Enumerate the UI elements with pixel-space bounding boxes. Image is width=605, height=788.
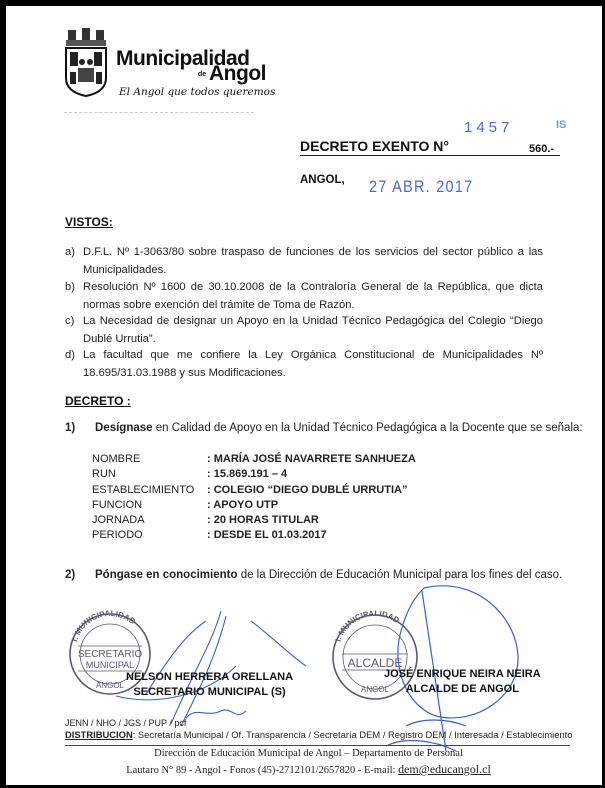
date-stamp: 27 ABR. 2017 (369, 177, 474, 196)
secretary-title: SECRETARIO MUNICIPAL (S) (133, 686, 286, 698)
decree-title: DECRETO EXENTO N° (300, 138, 449, 154)
field-key: JORNADA (92, 514, 145, 527)
svg-text:I. MUNICIPALIDAD (70, 609, 137, 643)
seal-bottom-text: ANGOL (360, 685, 390, 694)
item-text: La Necesidad de designar un Apoyo en la Unidad Técnico Pedagógica del Colegio “Diego Dublé Urrutia”. (83, 315, 543, 345)
field-row (92, 452, 416, 467)
place-label: ANGOL, (300, 174, 345, 186)
field-row (92, 483, 416, 498)
seal-top-text: I. MUNICIPALIDAD (333, 608, 401, 643)
stamp-mark: IS (556, 119, 567, 131)
point-number: 1) (65, 422, 76, 434)
initials: JENN / NHO / JGS / PUP / pcf (65, 718, 187, 728)
svg-text:I. MUNICIPALIDAD (334, 609, 401, 643)
field-key: RUN (92, 468, 116, 481)
decree-number: 560.- (529, 143, 555, 155)
field-value: : 15.869.191 – 4 (207, 468, 288, 481)
field-key: FUNCION (92, 498, 143, 511)
document-page (6, 6, 602, 785)
field-key: NOMBRE (92, 453, 141, 465)
item-text: Resolución Nº 1600 de 30.10.2008 de la Contraloría General de la República, que dicta normas sobre exención del trámite de Toma de Razón. (83, 281, 543, 311)
item-text: La facultad que me confiere la Ley Orgánica Constitucional de Municipalidades Nº 18.695/31.03.1988 y sus Modificaciones. (83, 349, 543, 379)
seal-line2: MUNICIPAL (85, 660, 135, 670)
field-value: : COLEGIO “DIEGO DUBLÉ URRUTIA” (207, 483, 408, 496)
decree-point-2 (65, 569, 562, 581)
decree-underline (300, 155, 560, 156)
mayor-signature-block (384, 667, 541, 697)
field-key: PERIODO (92, 529, 143, 542)
seal-top-text: I. MUNICIPALIDAD (70, 608, 138, 643)
point-bold: Desígnase (95, 422, 153, 434)
secretary-signature-icon (116, 611, 306, 726)
footer-address: Lautaro N° 89 - Angol - Fonos (45)-2712101/2657820 - E-mail: (126, 765, 399, 776)
logo-city: Angol (209, 62, 266, 85)
distribution-text: : Secretaría Municipal / Of. Transparencia / Secretaría DEM / Registro DEM / Interesada / Establecimiento (132, 729, 573, 740)
field-row (92, 498, 416, 513)
vistos-item (65, 279, 543, 314)
designation-fields (92, 452, 416, 544)
decree-point-1 (65, 422, 583, 434)
footer-department: Dirección de Educación Municipal de Angol – Departamento de Personal (154, 748, 463, 759)
municipal-crest-icon (64, 28, 108, 98)
mayor-title: ALCALDE DE ANGOL (405, 683, 519, 695)
point-bold: Póngase en conocimiento (95, 569, 238, 581)
logo-motto: El Angol que todos queremos (119, 86, 276, 98)
field-value: : DESDE EL 01.03.2017 (207, 529, 327, 542)
header-divider (64, 112, 254, 113)
distribution (65, 729, 572, 740)
item-text: D.F.L. Nº 1-3063/80 sobre traspaso de funciones de los servicios del sector público a las Municipalidades. (83, 246, 543, 276)
field-value: : APOYO UTP (207, 498, 279, 511)
field-value: : MARÍA JOSÉ NAVARRETE SANHUEZA (207, 453, 416, 465)
vistos-item (65, 313, 543, 348)
field-value: : 20 HORAS TITULAR (207, 514, 319, 527)
item-label: b) (65, 281, 75, 293)
footer-divider (65, 745, 570, 746)
footer-contact (6, 762, 602, 777)
vistos-item (65, 244, 543, 279)
item-label: a) (65, 246, 75, 258)
distribution-label: DISTRIBUCION (65, 729, 133, 740)
secretary-name: NELSON HERRERA ORELLANA (126, 671, 294, 683)
vistos-heading: VISTOS: (65, 215, 113, 229)
footer-email-link[interactable]: dem@educangol.cl (398, 762, 491, 776)
item-label: d) (65, 349, 75, 361)
point-number: 2) (65, 569, 76, 581)
point-text: en Calidad de Apoyo en la Unidad Técnico Pedagógica a la Docente que se señala: (152, 422, 583, 434)
vistos-item (65, 347, 543, 382)
seal-line1: ALCALDE (347, 656, 403, 670)
point-text: de la Dirección de Educación Municipal para los fines del caso. (237, 569, 563, 581)
decreto-heading: DECRETO : (65, 394, 131, 408)
stamp-number: 1457 (464, 119, 514, 136)
secretary-signature-block (126, 670, 293, 700)
logo-title: Municipalidad (116, 47, 250, 70)
field-row (92, 513, 416, 528)
logo-de: de (198, 71, 207, 78)
seal-line1: SECRETARIO (77, 649, 143, 660)
item-label: c) (65, 315, 75, 327)
field-row (92, 467, 416, 482)
mayor-name: JOSÉ ENRIQUE NEIRA NEIRA (384, 668, 541, 680)
seal-bottom-text: ANGOL (95, 681, 125, 690)
field-row (92, 528, 416, 543)
field-key: ESTABLECIMIENTO (92, 483, 195, 496)
